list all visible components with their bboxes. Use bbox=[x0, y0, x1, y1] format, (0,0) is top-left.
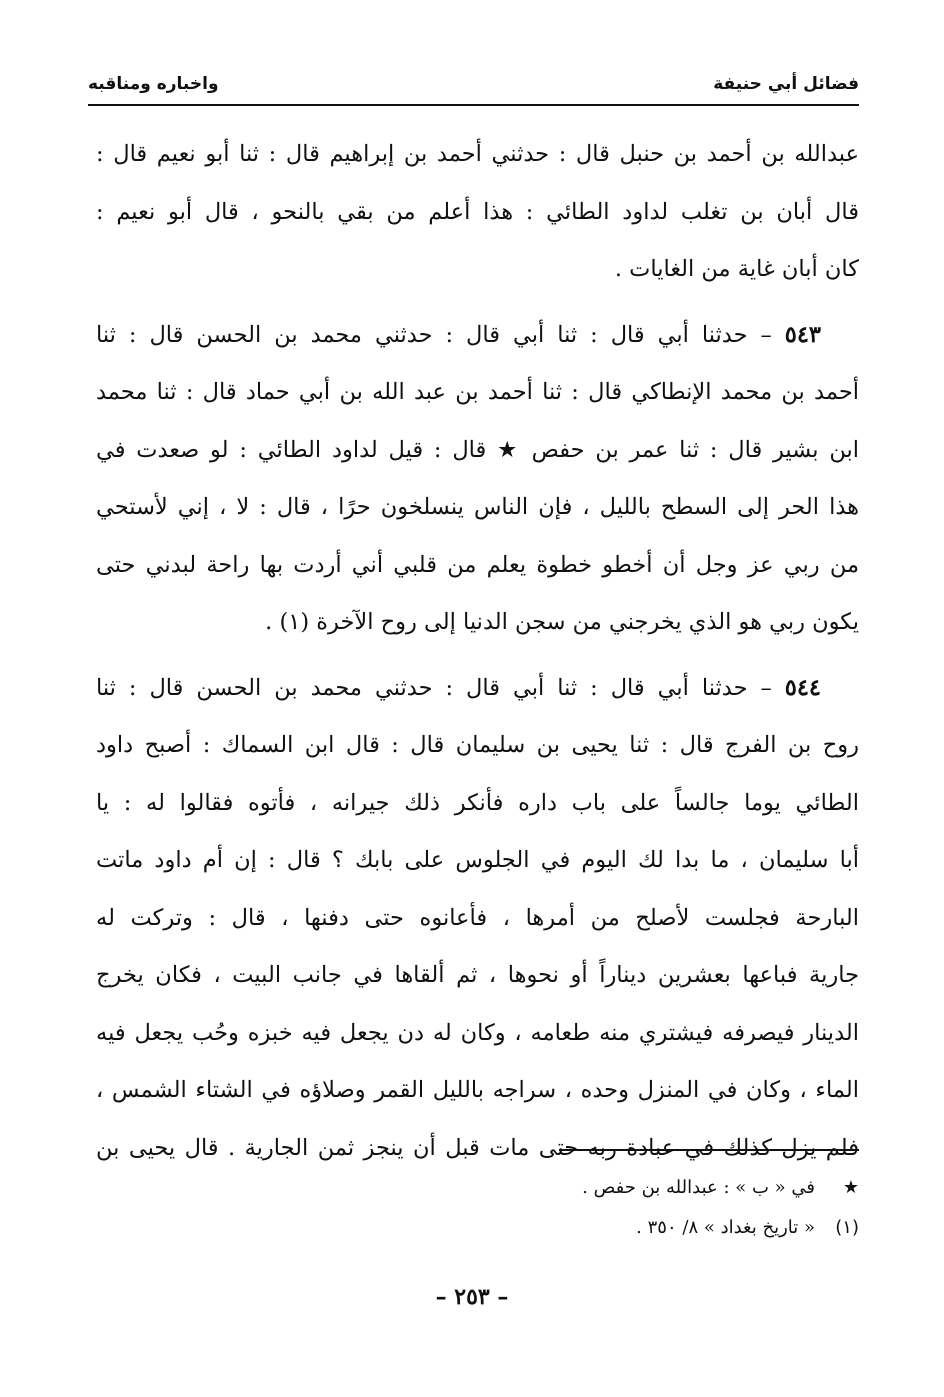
footnotes bbox=[300, 1168, 859, 1248]
paragraph-intro bbox=[96, 126, 859, 299]
header-book-title: فضائل أبي حنيفة bbox=[713, 74, 859, 94]
text-line: من ربي عز وجل أن أخطو خطوة يعلم من قلبي أني أردت بها راحة لبدني حتى bbox=[96, 551, 859, 578]
text-line: فلم يزل كذلك في عبادة ربه حتى مات قبل أن ينجز ثمن الجارية . قال يحيى بن bbox=[96, 1134, 859, 1161]
text-line: يكون ربي هو الذي يخرجني من سجن الدنيا إلى روح الآخرة (١) . bbox=[265, 609, 859, 635]
header-divider bbox=[88, 104, 859, 106]
footnote-marker: (١) bbox=[835, 1217, 859, 1238]
text-segment: – حدثنا أبي قال : ثنا أبي قال : حدثني محمد بن الحسن قال : ثنا bbox=[96, 321, 772, 348]
text-line: قال أبان بن تغلب لداود الطائي : هذا أعلم من بقي بالنحو ، قال أبو نعيم : bbox=[96, 198, 859, 225]
header-section-title: واخباره ومناقبه bbox=[88, 74, 219, 94]
text-line: أحمد بن محمد الإنطاكي قال : ثنا أحمد بن عبد الله بن أبي حماد قال : ثنا محمد bbox=[96, 379, 859, 405]
text-line: الطائي يوما جالساً على باب داره فأنكر ذلك جيرانه ، فأتوه فقالوا له : يا bbox=[96, 789, 859, 816]
narration-number: ٥٤٤ bbox=[784, 674, 821, 701]
text-segment: – حدثنا أبي قال : ثنا أبي قال : حدثني محمد بن الحسن قال : ثنا bbox=[96, 674, 772, 701]
footnote-marker: ★ bbox=[842, 1177, 859, 1198]
text-line: الدينار فيصرفه فيشتري منه طعامه ، وكان له دن يجعل فيه خبزه وحُب يجعل فيه bbox=[96, 1019, 859, 1046]
paragraph-544 bbox=[96, 660, 859, 1178]
text-line bbox=[96, 307, 859, 365]
footnote-text: في « ب » : عبدالله بن حفص . bbox=[582, 1177, 815, 1198]
footnote-item bbox=[300, 1208, 859, 1248]
narration-number: ٥٤٣ bbox=[784, 321, 821, 348]
footnote-text: « تاريخ بغداد » ٨/ ٣٥٠ . bbox=[636, 1217, 815, 1238]
text-line: هذا الحر إلى السطح بالليل ، فإن الناس ينسلخون حرًا ، قال : لا ، إني لأستحي bbox=[96, 494, 859, 520]
footnote-divider bbox=[559, 1149, 859, 1151]
paragraph-543 bbox=[96, 307, 859, 652]
text-line bbox=[96, 660, 859, 718]
main-text bbox=[96, 126, 859, 1177]
text-line: جارية فباعها بعشرين ديناراً أو نحوها ، ثم ألقاها في جانب البيت ، فكان يخرج bbox=[96, 962, 859, 988]
page-number: – ٢٥٣ – bbox=[435, 1284, 509, 1310]
text-line: البارحة فجلست لأصلح من أمرها ، فأعانوه حتى دفنها ، قال : وتركت له bbox=[96, 904, 859, 931]
running-header bbox=[88, 70, 859, 102]
text-line: روح بن الفرج قال : ثنا يحيى بن سليمان قال : قال ابن السماك : أصبح داود bbox=[96, 732, 859, 758]
text-line: عبدالله بن أحمد بن حنبل قال : حدثني أحمد بن إبراهيم قال : ثنا أبو نعيم قال : bbox=[96, 141, 859, 167]
text-line: كان أبان غاية من الغايات . bbox=[614, 256, 859, 282]
text-line: الماء ، وكان في المنزل وحده ، سراجه بالليل القمر وصلاؤه في الشتاء الشمس ، bbox=[96, 1077, 859, 1103]
footnote-item bbox=[300, 1168, 859, 1208]
text-line: أبا سليمان ، ما بدا لك اليوم في الجلوس على بابك ؟ قال : إن أم داود ماتت bbox=[96, 847, 859, 873]
text-line: ابن بشير قال : ثنا عمر بن حفص ★ قال : قيل لداود الطائي : لو صعدت في bbox=[96, 436, 859, 463]
